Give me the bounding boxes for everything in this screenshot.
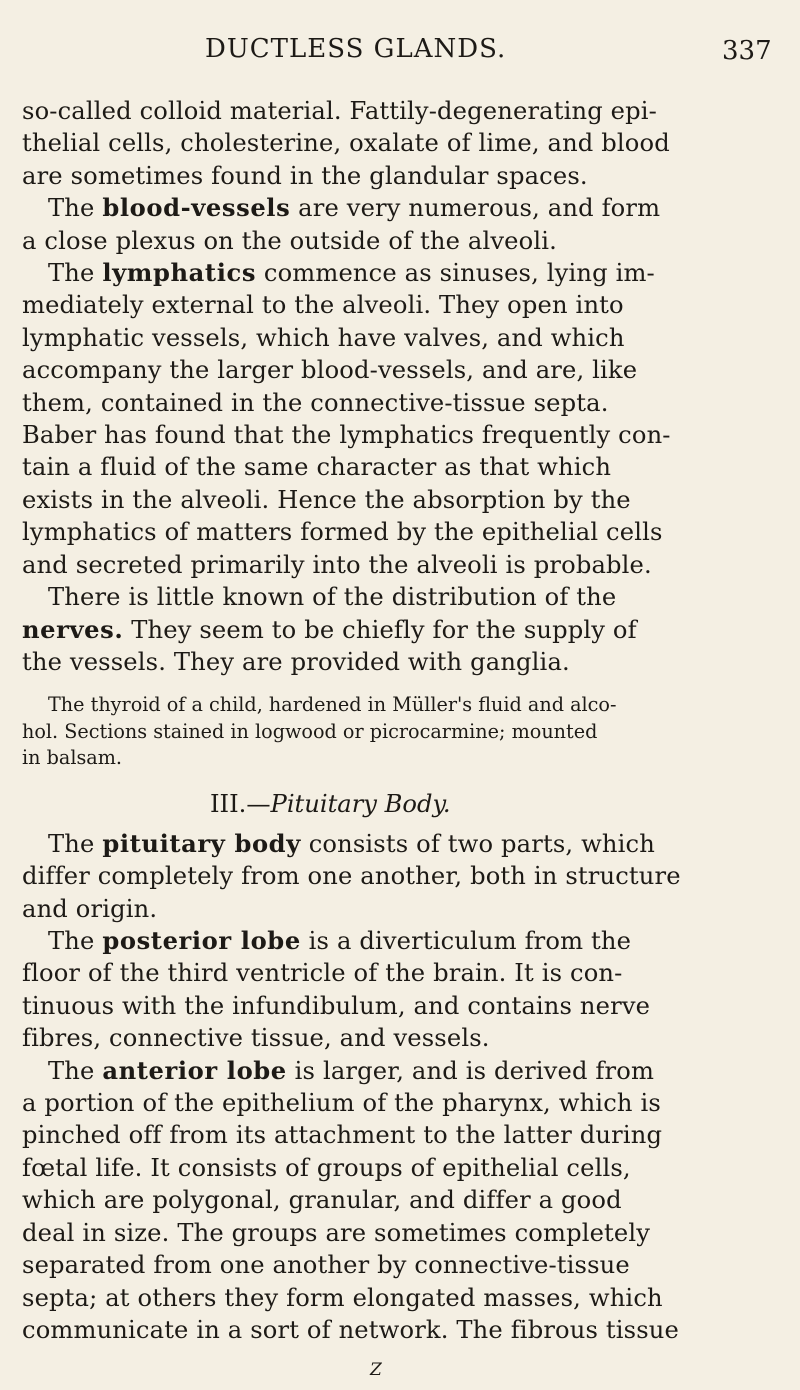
section-heading bbox=[22, 788, 778, 820]
text-line: and origin. bbox=[22, 894, 158, 923]
paragraph-lymphatics bbox=[22, 257, 778, 581]
text-line: thelial cells, cholesterine, oxalate of lime, and blood bbox=[22, 129, 670, 158]
page-number: 337 bbox=[722, 36, 772, 66]
text-run: The bbox=[48, 259, 103, 288]
text-line: the vessels. They are provided with ganglia. bbox=[22, 647, 570, 676]
text-line: so-called colloid material. Fattily-degenerating epi- bbox=[22, 97, 657, 125]
text-line: fibres, connective tissue, and vessels. bbox=[22, 1024, 490, 1053]
text-line bbox=[22, 925, 778, 957]
section-numeral: III.— bbox=[210, 789, 271, 818]
paragraph-anterior-lobe bbox=[22, 1055, 778, 1347]
text-run: consists of two parts, which bbox=[300, 829, 655, 858]
keyword-posterior-lobe: posterior lobe bbox=[102, 926, 301, 956]
note-line: in balsam. bbox=[22, 746, 123, 770]
text-run: The bbox=[48, 194, 103, 223]
text-line: accompany the larger blood-vessels, and are, like bbox=[22, 356, 638, 385]
paragraph-colloid bbox=[22, 95, 778, 192]
text-run: They seem to be chiefly for the supply of bbox=[123, 615, 637, 644]
preparation-note bbox=[22, 692, 778, 772]
keyword-lymphatics: lymphatics bbox=[102, 258, 257, 288]
text-line: separated from one another by connective-tissue bbox=[22, 1251, 630, 1280]
text-line bbox=[22, 614, 778, 646]
text-line: There is little known of the distribution of the bbox=[48, 583, 617, 612]
running-head: DUCTLESS GLANDS. bbox=[205, 34, 507, 64]
keyword-nerves: nerves. bbox=[22, 614, 124, 644]
text-line: which are polygonal, granular, and differ a good bbox=[22, 1186, 622, 1215]
text-line: mediately external to the alveoli. They open into bbox=[22, 291, 624, 320]
note-line: hol. Sections stained in logwood or picrocarmine; mounted bbox=[22, 719, 598, 743]
page-header bbox=[0, 34, 800, 74]
text-run: is larger, and is derived from bbox=[286, 1056, 655, 1085]
text-line: are sometimes found in the glandular spaces. bbox=[22, 161, 588, 190]
paragraph-blood-vessels bbox=[22, 192, 778, 257]
text-line: tinuous with the infundibulum, and contains nerve bbox=[22, 991, 651, 1020]
paragraph-pituitary bbox=[22, 828, 778, 925]
text-line bbox=[22, 828, 778, 860]
text-line: pinched off from its attachment to the latter during bbox=[22, 1121, 663, 1150]
text-line: lymphatics of matters formed by the epithelial cells bbox=[22, 518, 663, 547]
note-line: The thyroid of a child, hardened in Müller's fluid and alco- bbox=[48, 693, 617, 717]
text-line: Baber has found that the lymphatics frequently con- bbox=[22, 421, 671, 450]
signature-mark: Z bbox=[370, 1360, 382, 1380]
text-run: The bbox=[48, 829, 103, 858]
text-run: The bbox=[48, 1056, 103, 1085]
text-line: exists in the alveoli. Hence the absorption by the bbox=[22, 485, 631, 514]
keyword-blood-vessels: blood-vessels bbox=[102, 193, 291, 223]
text-line: and secreted primarily into the alveoli is probable. bbox=[22, 550, 652, 579]
text-line bbox=[22, 1055, 778, 1087]
page-body bbox=[22, 95, 778, 1346]
text-line: tain a fluid of the same character as that which bbox=[22, 453, 612, 482]
text-line bbox=[22, 192, 778, 224]
text-line: septa; at others they form elongated masses, which bbox=[22, 1283, 663, 1312]
text-line bbox=[22, 257, 778, 289]
text-line: them, contained in the connective-tissue septa. bbox=[22, 388, 609, 417]
text-line: communicate in a sort of network. The fibrous tissue bbox=[22, 1315, 679, 1344]
text-line: lymphatic vessels, which have valves, and which bbox=[22, 323, 625, 352]
keyword-pituitary-body: pituitary body bbox=[102, 828, 301, 858]
text-line: floor of the third ventricle of the brain. It is con- bbox=[22, 959, 623, 988]
text-line: a portion of the epithelium of the pharynx, which is bbox=[22, 1089, 661, 1118]
paragraph-posterior-lobe bbox=[22, 925, 778, 1055]
text-run: commence as sinuses, lying im- bbox=[256, 259, 655, 288]
text-line: a close plexus on the outside of the alveoli. bbox=[22, 226, 557, 255]
text-run: is a diverticulum from the bbox=[300, 927, 632, 956]
text-run: The bbox=[48, 927, 103, 956]
text-line: differ completely from one another, both in structure bbox=[22, 862, 681, 891]
text-line: fœtal life. It consists of groups of epithelial cells, bbox=[22, 1153, 631, 1182]
keyword-anterior-lobe: anterior lobe bbox=[102, 1055, 287, 1085]
section-title: Pituitary Body. bbox=[270, 789, 451, 818]
text-line: deal in size. The groups are sometimes completely bbox=[22, 1218, 651, 1247]
paragraph-nerves bbox=[22, 581, 778, 678]
text-run: are very numerous, and form bbox=[290, 194, 661, 223]
